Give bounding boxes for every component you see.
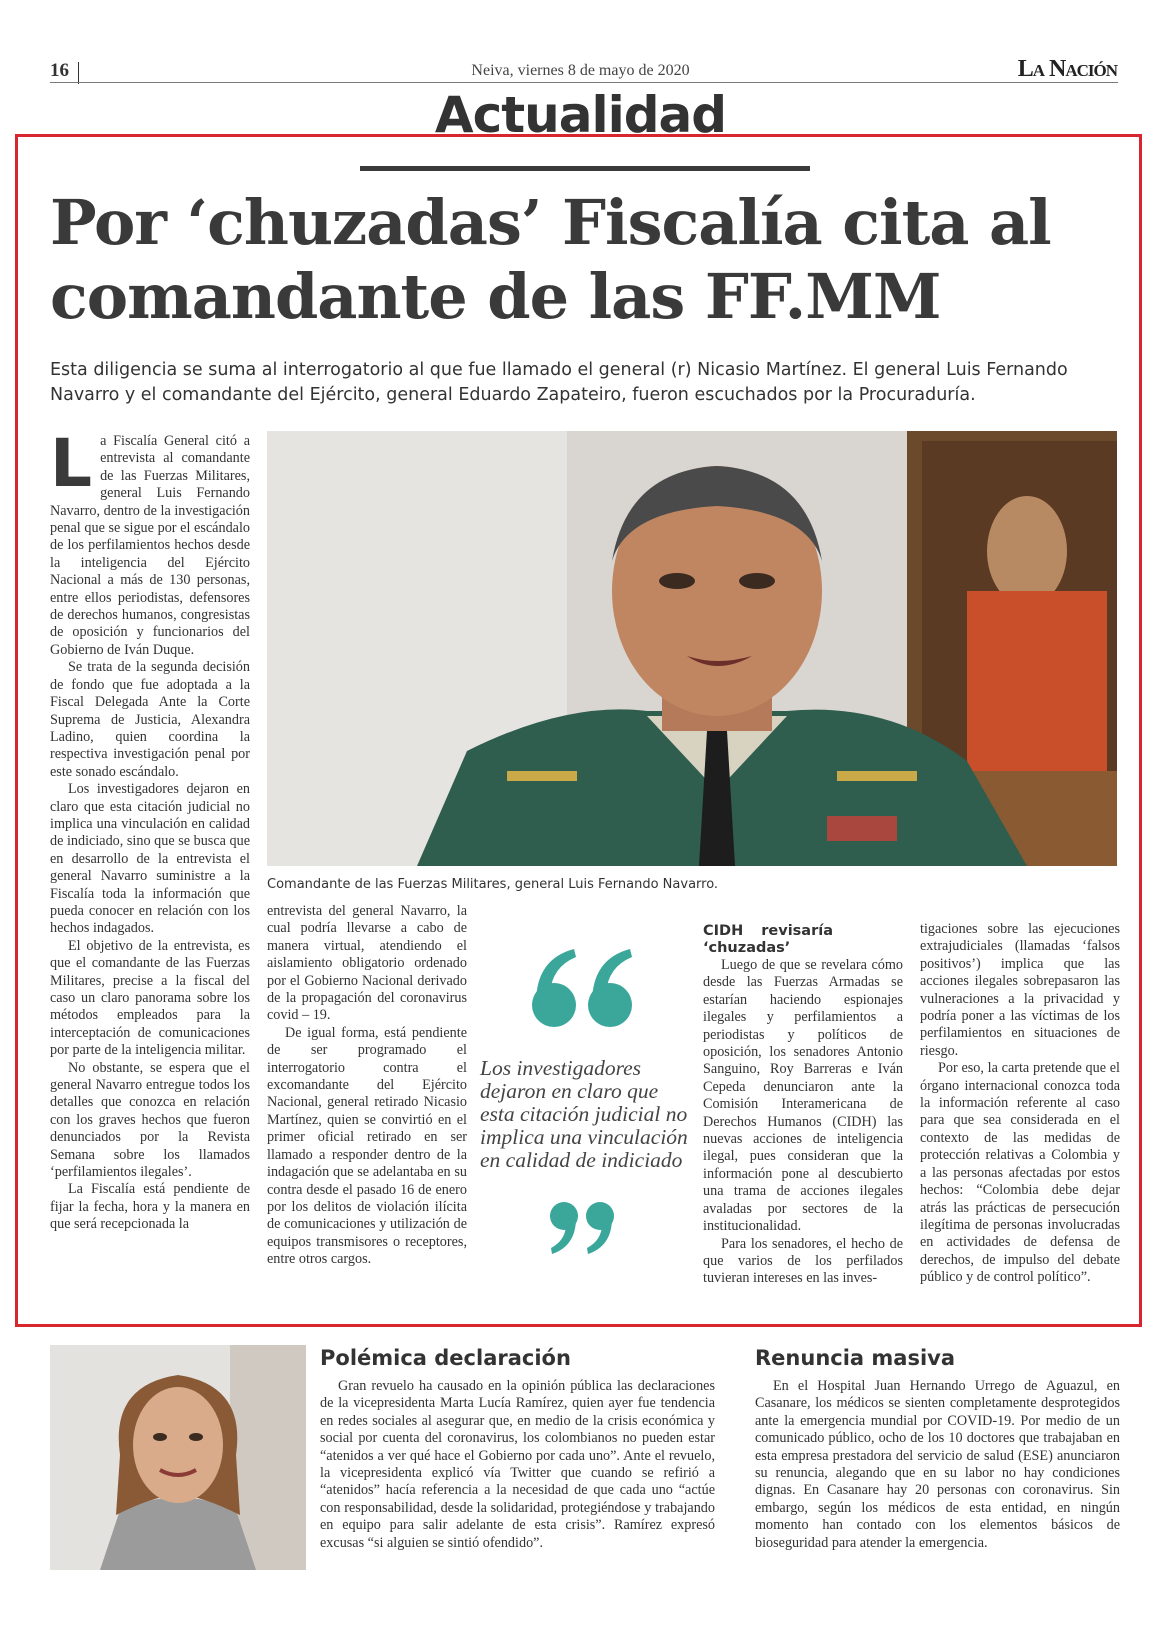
paragraph: No obstante, se espera que el general Navarro entregue todos los detalles que conozca en relación con los graves hechos que fueron denunciados por la Revista Semana sobre los llamados ‘perfilamientos ilegales’. xyxy=(50,1059,250,1181)
headline xyxy=(50,186,1130,334)
section-title: Actualidad xyxy=(434,86,727,142)
dropcap: L xyxy=(50,425,93,502)
brief-polemica xyxy=(320,1346,715,1552)
brief-renuncia xyxy=(755,1346,1120,1552)
open-quote-icon xyxy=(530,945,640,1035)
subhead: CIDH revisaría ‘chuzadas’ xyxy=(703,923,833,956)
brief-body xyxy=(755,1378,1120,1552)
close-quote-icon xyxy=(548,1200,618,1260)
paragraph: En el Hospital Juan Hernando Urrego de Aguazul, en Casanare, los médicos se sienten completamente desprotegidos ante la emergencia mundial por COVID-19. Por medio de un comunicado público, ocho de los 10 doctores que trabajaban en esta empresa prestadora del servicio de salud (ESE) anunciaron su renuncia, alegando que en su labor no hay condiciones dignas. En Casanare hay 20 personas con coronavirus. Sin embargo, según los médicos de esta entidad, en ningún momento han contado con los elementos básicos de bioseguridad para atender la emergencia. xyxy=(755,1378,1120,1551)
header-rule xyxy=(50,82,1118,83)
paragraph: Para los senadores, el hecho de que varios de los perfilados tuvieran intereses en las inves- xyxy=(703,1235,903,1287)
paragraph: Los investigadores dejaron en claro que esta citación judicial no implica una vinculación en calidad de indiciado, sino que se busca que en desarrollo de la entrevista el general Navarro suministre a la Fiscalía toda la información que pueda conocer en relación con los hechos indagados. xyxy=(50,781,250,937)
brief-title: Renuncia masiva xyxy=(755,1346,956,1370)
paragraph: La Fiscalía está pendiente de fijar la fecha, hora y la manera en que será recepcionada la xyxy=(50,1181,250,1233)
paragraph: Por eso, la carta pretende que el órgano internacional conozca toda la información referente al caso para que sea considerada en el contexto de las medidas de protección relativas a Colombia y a las personas afectadas por estos hechos: “Colombia debe dejar atrás las prácticas de persecución ilegítima de personas involucradas en actividades de defensa de derechos, de impulso del debate público y de control político”. xyxy=(920,1060,1120,1286)
article-column-5 xyxy=(920,921,1120,1287)
article-column-2 xyxy=(267,903,467,1269)
paragraph: Gran revuelo ha causado en la opinión pública las declaraciones de la vicepresidenta Marta Lucía Ramírez, quien ayer fue tendencia en redes sociales al asegurar que, en medio de la crisis económica y social por cuenta del coronavirus, los colombianos no pueden estar “atenidos a ver qué hace el Gobierno por cada uno”. Ante el revuelo, la vicepresidenta explicó vía Twitter que cuando se refirió a “atenidos” hacía referencia a la necesidad de que cada uno “actúe con responsabilidad, desde la solidaridad, protegiéndose y trabajando en equipo para salir adelante de esta crisis”. Ramírez expresó excusas “si alguien se sintió ofendido”. xyxy=(320,1378,715,1551)
paragraph: Luego de que se revelara cómo desde las Fuerzas Armadas se estarían haciendo espionajes ilegales y perfilamientos a periodistas y políticos de oposición, los senadores Antonio Sanguino, Roy Barreras e Iván Cepeda denunciaron ante la Comisión Interamericana de Derechos Humanos (CIDH) las nuevas acciones de inteligencia ilegal, pues consideran que la información pone al descubierto una trama de acciones ilegales avaladas por sectores de la institucionalidad. xyxy=(703,957,903,1235)
page-number: 16 xyxy=(50,60,69,81)
headline-line-1: Por ‘chuzadas’ Fiscalía cita al xyxy=(50,186,1051,259)
section-rule xyxy=(360,166,810,171)
paragraph: tigaciones sobre las ejecuciones extrajudiciales (llamadas ‘falsos positivos’) implica que las acciones ilegales sobrepasaron las vulneraciones a la privacidad y podría poner a las víctimas de los perfilamientos en situaciones de riesgo. xyxy=(920,921,1120,1059)
deck: Esta diligencia se suma al interrogatorio al que fue llamado el general (r) Nicasio Martínez. El general Luis Fernando Navarro y el comandante del Ejército, general Eduardo Zapateiro, fueron escuchados por la Procuraduría. xyxy=(50,360,1068,405)
paragraph: Se trata de la segunda decisión de fondo que fue adoptada a la Fiscal Delegada Ante la Corte Suprema de Justicia, Alexandra Ladino, quien coordina la respectiva investigación penal por este sonado escándalo. xyxy=(50,659,250,780)
article-column-1 xyxy=(50,425,250,1234)
issue-date: Neiva, viernes 8 de mayo de 2020 xyxy=(471,62,690,79)
headline-line-2: comandante de las FF.MM xyxy=(50,260,941,333)
masthead-logo: La Nación xyxy=(1017,56,1117,82)
paragraph: El objetivo de la entrevista, es que el comandante de las Fuerzas Militares, precise a la fiscal del caso un claro panorama sobre los métodos empleados para la interceptación de comunicaciones por parte de la inteligencia militar. xyxy=(50,937,250,1059)
pull-quote: Los investigadores dejaron en claro que esta citación judicial no implica una vinculación en calidad de indiciado xyxy=(480,1056,688,1172)
brief-title: Polémica declaración xyxy=(320,1346,571,1370)
photo-caption: Comandante de las Fuerzas Militares, general Luis Fernando Navarro. xyxy=(267,877,719,892)
article-column-4 xyxy=(703,923,903,1288)
paragraph: De igual forma, está pendiente de ser programado el interrogatorio contra el excomandante del Ejército Nacional, general retirado Nicasio Martínez, quien se convirtió en el primer oficial retirado en ser llamado a responder dentro de la indagación que se adelantaba en su contra desde el pasado 16 de enero por los delitos de violación ilícita de comunicaciones y utilización de equipos transmisores o receptores, entre otros cargos. xyxy=(267,1024,467,1268)
paragraph: entrevista del general Navarro, la cual podría llevarse a cabo de manera virtual, atendiendo el aislamiento obligatorio ordenado por el Gobierno Nacional derivado de la propagación del coronavirus covid – 19. xyxy=(267,903,467,1024)
vicepresident-photo xyxy=(50,1345,306,1570)
paragraph: La Fiscalía General citó a entrevista al comandante de las Fuerzas Militares, general Luis Fernando Navarro, dentro de la investigación penal que se sigue por el escándalo de los perfilamientos hechos desde la inteligencia del Ejército Nacional a más de 130 personas, entre ellos periodistas, defensores de derechos humanos, congresistas de oposición y funcionarios del Gobierno de Iván Duque. xyxy=(50,425,250,658)
brief-body xyxy=(320,1378,715,1552)
general-portrait-photo xyxy=(267,431,1117,866)
